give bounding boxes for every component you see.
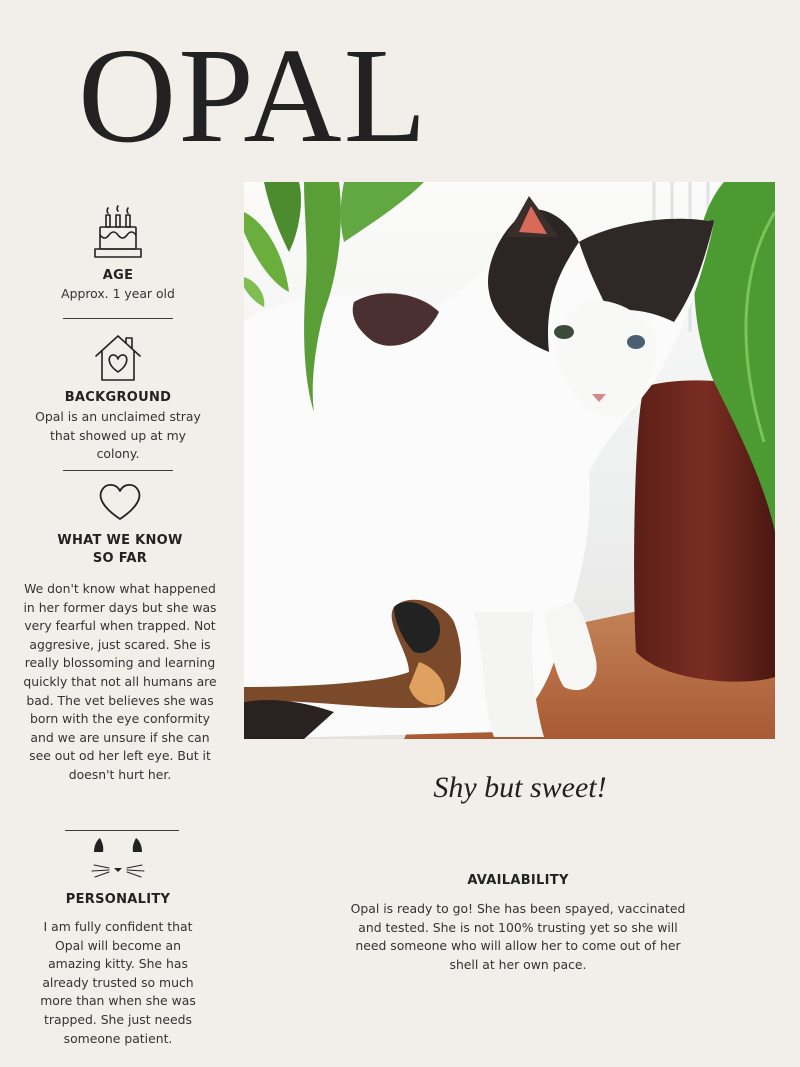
heart-icon [96, 480, 144, 522]
house-heart-icon [92, 332, 144, 384]
availability-section [350, 873, 686, 974]
age-heading: AGE [102, 268, 134, 283]
divider [63, 470, 173, 471]
calico-and-white-cat-photo [244, 182, 775, 739]
background-section [30, 332, 206, 464]
age-section [30, 204, 206, 304]
birthday-cake-icon [92, 204, 144, 262]
personality-text: I am fully confident that Opal will become an amazing kitty. She has already trusted so much more than when she was trapped. She just needs someone patient. [40, 919, 196, 1046]
cat-face-icon [88, 836, 148, 884]
tagline: Shy but sweet! [433, 771, 607, 804]
divider [65, 830, 179, 831]
what-we-know-heading: WHAT WE KNOW SO FAR [57, 533, 183, 566]
age-text: Approx. 1 year old [61, 286, 175, 301]
availability-heading: AVAILABILITY [467, 873, 569, 888]
availability-text: Opal is ready to go! She has been spayed, vaccinated and tested. She is not 100% trusting yet so she will need someone who will allow her to come out of her shell at her own pace. [350, 901, 686, 972]
personality-heading: PERSONALITY [65, 892, 171, 907]
background-text: Opal is an unclaimed stray that showed up at my colony. [35, 409, 201, 462]
background-heading: BACKGROUND [64, 390, 172, 405]
what-we-know-section [22, 480, 218, 785]
divider [63, 318, 173, 319]
page-title: OPAL [78, 21, 429, 171]
personality-section [30, 836, 206, 1048]
what-we-know-text: We don't know what happened in her former days but she was very fearful when trapped. Not aggresive, just scared. She is really blossoming and learning quickly that not all humans are bad. The vet believes she was born with the eye conformity and we are unsure if she can see out od her left eye. But it doesn't hurt her. [23, 581, 217, 782]
